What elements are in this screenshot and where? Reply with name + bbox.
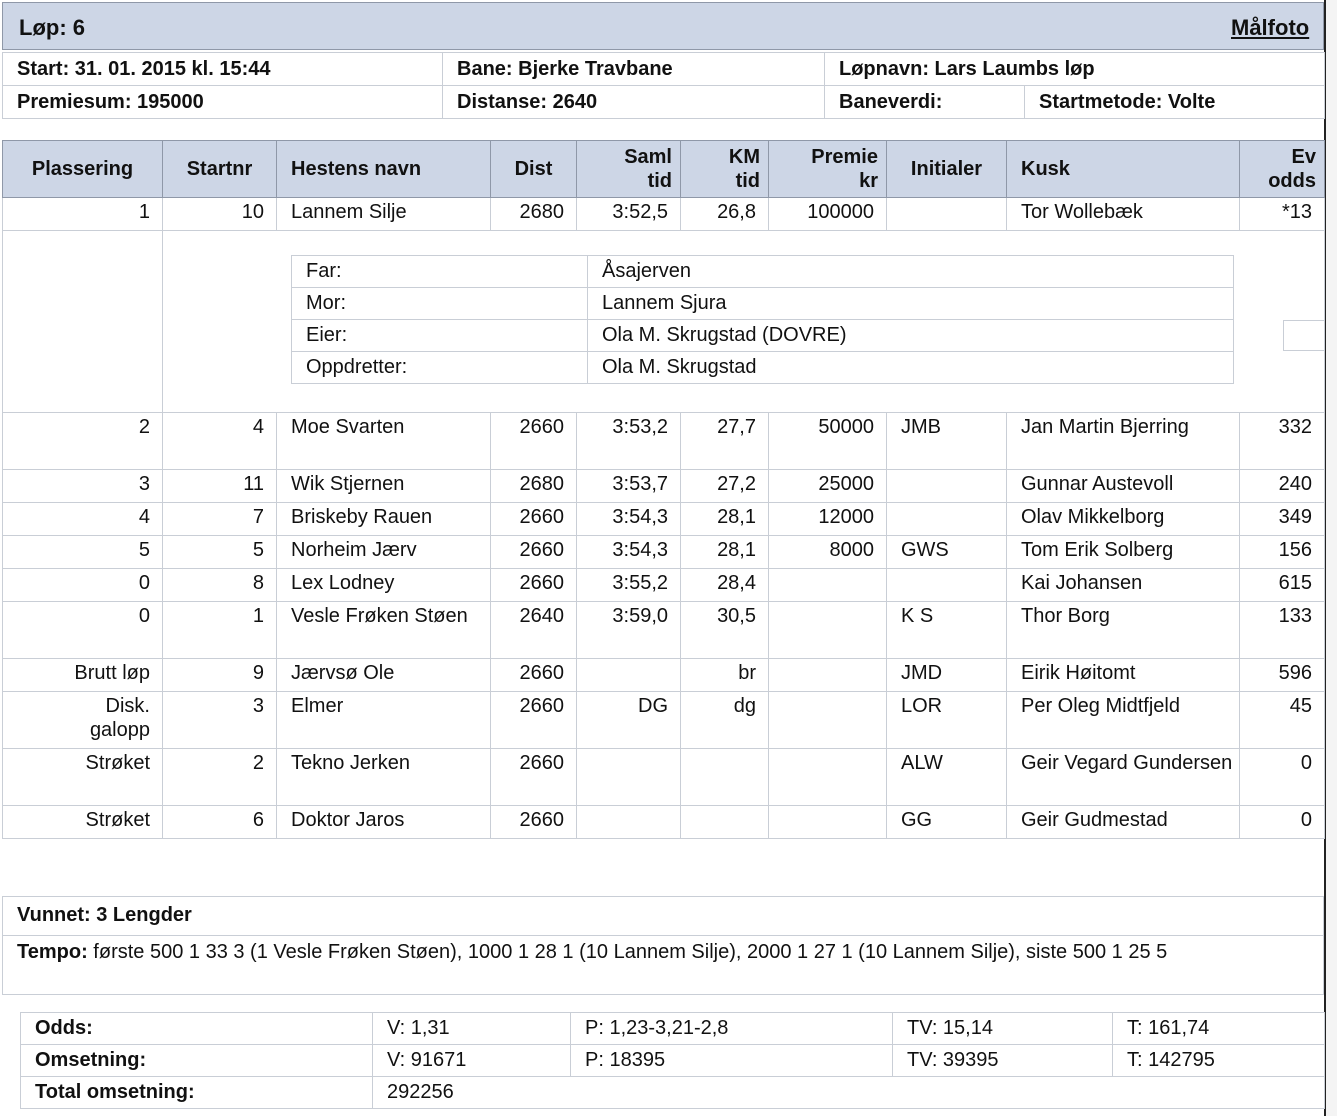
col-startnr[interactable]: Startnr xyxy=(163,141,277,198)
prize-sum: Premiesum: 195000 xyxy=(3,86,443,119)
cell-driver[interactable]: Geir Gudmestad xyxy=(1007,806,1240,839)
cell-place: Strøket xyxy=(3,806,163,839)
table-row xyxy=(3,749,1325,806)
cell-dist: 2680 xyxy=(491,470,577,503)
cell-place: 3 xyxy=(3,470,163,503)
cell-odds: 0 xyxy=(1240,806,1325,839)
col-total-time[interactable] xyxy=(577,141,681,198)
col-odds-line1: Ev xyxy=(1291,146,1316,168)
cell-dist: 2660 xyxy=(491,659,577,692)
cell-place: 2 xyxy=(3,413,163,470)
cell-odds: 45 xyxy=(1240,692,1325,749)
cell-km: 28,1 xyxy=(681,503,769,536)
cell-driver[interactable]: Eirik Høitomt xyxy=(1007,659,1240,692)
owner-label: Eier: xyxy=(292,320,588,352)
cell-horse[interactable]: Vesle Frøken Støen xyxy=(277,602,491,659)
cell-prize xyxy=(769,569,887,602)
cell-place xyxy=(3,692,163,749)
cell-driver[interactable]: Per Oleg Midtfjeld xyxy=(1007,692,1240,749)
cell-driver[interactable]: Olav Mikkelborg xyxy=(1007,503,1240,536)
race-header xyxy=(2,2,1324,50)
cell-km: 27,2 xyxy=(681,470,769,503)
window-frame xyxy=(1324,0,1337,1116)
cell-prize xyxy=(769,749,887,806)
odds-table xyxy=(20,1012,1325,1109)
photo-finish-link[interactable]: Målfoto xyxy=(1231,15,1310,40)
tempo-text xyxy=(3,936,1324,995)
col-odds-line2: odds xyxy=(1268,170,1316,192)
table-row xyxy=(3,659,1325,692)
cell-time xyxy=(577,806,681,839)
cell-time: DG xyxy=(577,692,681,749)
cell-time: 3:55,2 xyxy=(577,569,681,602)
cell-place: 5 xyxy=(3,536,163,569)
col-total-time-line2: tid xyxy=(647,170,672,192)
table-row xyxy=(3,503,1325,536)
cell-startnr: 11 xyxy=(163,470,277,503)
col-odds[interactable] xyxy=(1240,141,1325,198)
cell-dist: 2660 xyxy=(491,569,577,602)
cell-startnr: 3 xyxy=(163,692,277,749)
cell-prize xyxy=(769,692,887,749)
cell-km xyxy=(681,749,769,806)
owner-value: Ola M. Skrugstad (DOVRE) xyxy=(588,320,1234,352)
cell-place: 1 xyxy=(3,198,163,231)
sire-value: Åsajerven xyxy=(588,256,1234,288)
cell-time: 3:52,5 xyxy=(577,198,681,231)
cell-time xyxy=(577,659,681,692)
cell-prize xyxy=(769,659,887,692)
cell-km: 26,8 xyxy=(681,198,769,231)
race-number: Løp: 6 xyxy=(19,15,85,40)
cell-startnr: 10 xyxy=(163,198,277,231)
cell-km: dg xyxy=(681,692,769,749)
table-row xyxy=(3,806,1325,839)
odds-t: T: 161,74 xyxy=(1113,1013,1325,1045)
cell-horse[interactable]: Moe Svarten xyxy=(277,413,491,470)
cell-odds: *13 xyxy=(1240,198,1325,231)
dam-value: Lannem Sjura xyxy=(588,288,1234,320)
cell-horse[interactable]: Norheim Jærv xyxy=(277,536,491,569)
cell-odds: 156 xyxy=(1240,536,1325,569)
cell-startnr: 8 xyxy=(163,569,277,602)
cell-horse[interactable]: Jærvsø Ole xyxy=(277,659,491,692)
cell-km: 30,5 xyxy=(681,602,769,659)
cell-dist: 2660 xyxy=(491,749,577,806)
col-initials[interactable]: Initialer xyxy=(887,141,1007,198)
cell-dist: 2660 xyxy=(491,413,577,470)
cell-prize xyxy=(769,602,887,659)
breeder-label: Oppdretter: xyxy=(292,352,588,384)
cell-odds: 332 xyxy=(1240,413,1325,470)
tempo-label: Tempo: xyxy=(17,941,88,963)
cell-odds: 615 xyxy=(1240,569,1325,602)
cell-km xyxy=(681,806,769,839)
cell-startnr: 5 xyxy=(163,536,277,569)
cell-prize: 12000 xyxy=(769,503,887,536)
col-km-time[interactable] xyxy=(681,141,769,198)
table-row xyxy=(3,198,1325,231)
table-row xyxy=(3,470,1325,503)
track-name: Bane: Bjerke Travbane xyxy=(443,53,825,86)
won-margin: Vunnet: 3 Lengder xyxy=(3,897,1324,936)
cell-initials: ALW xyxy=(887,749,1007,806)
cell-prize: 8000 xyxy=(769,536,887,569)
cell-driver[interactable]: Tor Wollebæk xyxy=(1007,198,1240,231)
cell-time: 3:53,7 xyxy=(577,470,681,503)
col-km-time-line2: tid xyxy=(735,170,760,192)
cell-prize xyxy=(769,806,887,839)
breeder-value: Ola M. Skrugstad xyxy=(588,352,1234,384)
cell-prize: 50000 xyxy=(769,413,887,470)
cell-dist: 2660 xyxy=(491,503,577,536)
cell-prize: 100000 xyxy=(769,198,887,231)
table-row xyxy=(3,692,1325,749)
cell-driver[interactable]: Thor Borg xyxy=(1007,602,1240,659)
cell-dist: 2660 xyxy=(491,692,577,749)
cell-dist: 2660 xyxy=(491,806,577,839)
col-horse[interactable]: Hestens navn xyxy=(277,141,491,198)
cell-initials: GWS xyxy=(887,536,1007,569)
cell-dist: 2680 xyxy=(491,198,577,231)
cell-time: 3:59,0 xyxy=(577,602,681,659)
cell-horse[interactable]: Doktor Jaros xyxy=(277,806,491,839)
race-distance: Distanse: 2640 xyxy=(443,86,825,119)
col-total-time-line1: Saml xyxy=(624,146,672,168)
cell-horse[interactable]: Tekno Jerken xyxy=(277,749,491,806)
results-table xyxy=(2,140,1325,839)
odds-p: P: 1,23-3,21-2,8 xyxy=(571,1013,893,1045)
cell-startnr: 4 xyxy=(163,413,277,470)
cell-startnr: 9 xyxy=(163,659,277,692)
tempo-details: første 500 1 33 3 (1 Vesle Frøken Støen), 1000 1 28 1 (10 Lannem Silje), 2000 1 27 1 (10 Lannem Silje), siste 500 1 25 5 xyxy=(87,941,1168,963)
odds-tv: TV: 15,14 xyxy=(893,1013,1113,1045)
turnover-tv: TV: 39395 xyxy=(893,1045,1113,1077)
cell-odds: 133 xyxy=(1240,602,1325,659)
cell-odds: 0 xyxy=(1240,749,1325,806)
cell-time: 3:54,3 xyxy=(577,503,681,536)
cell-time xyxy=(577,749,681,806)
pedigree-table xyxy=(291,255,1234,384)
col-dist[interactable]: Dist xyxy=(491,141,577,198)
cell-place: Strøket xyxy=(3,749,163,806)
cell-initials xyxy=(887,569,1007,602)
cell-initials: JMD xyxy=(887,659,1007,692)
cell-odds: 349 xyxy=(1240,503,1325,536)
cell-initials xyxy=(887,503,1007,536)
cell-initials xyxy=(887,198,1007,231)
sire-label: Far: xyxy=(292,256,588,288)
track-value: Baneverdi: xyxy=(825,86,1025,119)
race-info-table xyxy=(2,52,1325,119)
cell-horse[interactable]: Briskeby Rauen xyxy=(277,503,491,536)
cell-dist: 2640 xyxy=(491,602,577,659)
cell-place: 4 xyxy=(3,503,163,536)
cell-dist: 2660 xyxy=(491,536,577,569)
place-line2: galopp xyxy=(89,719,150,741)
col-driver[interactable]: Kusk xyxy=(1007,141,1240,198)
cell-time: 3:53,2 xyxy=(577,413,681,470)
start-time: Start: 31. 01. 2015 kl. 15:44 xyxy=(3,53,443,86)
pedigree-extra-cell xyxy=(1283,320,1324,351)
cell-prize: 25000 xyxy=(769,470,887,503)
col-prize[interactable] xyxy=(769,141,887,198)
total-turnover-label: Total omsetning: xyxy=(21,1077,373,1109)
cell-horse[interactable]: Lannem Silje xyxy=(277,198,491,231)
col-prize-line1: Premie xyxy=(811,146,878,168)
cell-initials xyxy=(887,470,1007,503)
table-row xyxy=(3,536,1325,569)
col-placing[interactable]: Plassering xyxy=(3,141,163,198)
turnover-v: V: 91671 xyxy=(373,1045,571,1077)
cell-place: Brutt løp xyxy=(3,659,163,692)
cell-horse[interactable]: Wik Stjernen xyxy=(277,470,491,503)
cell-driver[interactable]: Kai Johansen xyxy=(1007,569,1240,602)
cell-km: br xyxy=(681,659,769,692)
cell-place: 0 xyxy=(3,569,163,602)
cell-driver[interactable]: Geir Vegard Gundersen xyxy=(1007,749,1240,806)
cell-initials: JMB xyxy=(887,413,1007,470)
turnover-label: Omsetning: xyxy=(21,1045,373,1077)
table-row xyxy=(3,569,1325,602)
table-row xyxy=(3,602,1325,659)
odds-v: V: 1,31 xyxy=(373,1013,571,1045)
race-summary xyxy=(2,896,1324,995)
cell-horse[interactable]: Lex Lodney xyxy=(277,569,491,602)
start-method: Startmetode: Volte xyxy=(1025,86,1325,119)
cell-startnr: 2 xyxy=(163,749,277,806)
cell-horse[interactable]: Elmer xyxy=(277,692,491,749)
cell-driver[interactable]: Gunnar Austevoll xyxy=(1007,470,1240,503)
turnover-p: P: 18395 xyxy=(571,1045,893,1077)
cell-km: 28,1 xyxy=(681,536,769,569)
total-turnover-value: 292256 xyxy=(373,1077,1325,1109)
cell-km: 28,4 xyxy=(681,569,769,602)
cell-odds: 240 xyxy=(1240,470,1325,503)
turnover-t: T: 142795 xyxy=(1113,1045,1325,1077)
cell-place: 0 xyxy=(3,602,163,659)
cell-startnr: 6 xyxy=(163,806,277,839)
cell-km: 27,7 xyxy=(681,413,769,470)
cell-startnr: 1 xyxy=(163,602,277,659)
cell-initials: LOR xyxy=(887,692,1007,749)
cell-odds: 596 xyxy=(1240,659,1325,692)
dam-label: Mor: xyxy=(292,288,588,320)
cell-driver[interactable]: Jan Martin Bjerring xyxy=(1007,413,1240,470)
cell-initials: K S xyxy=(887,602,1007,659)
col-km-time-line1: KM xyxy=(728,146,760,168)
pedigree-spacer xyxy=(3,231,163,413)
odds-label: Odds: xyxy=(21,1013,373,1045)
cell-driver[interactable]: Tom Erik Solberg xyxy=(1007,536,1240,569)
cell-initials: GG xyxy=(887,806,1007,839)
table-row xyxy=(3,413,1325,470)
cell-startnr: 7 xyxy=(163,503,277,536)
cell-time: 3:54,3 xyxy=(577,536,681,569)
col-prize-line2: kr xyxy=(859,170,878,192)
race-name: Løpnavn: Lars Laumbs løp xyxy=(825,53,1325,86)
place-line1: Disk. xyxy=(105,695,150,717)
